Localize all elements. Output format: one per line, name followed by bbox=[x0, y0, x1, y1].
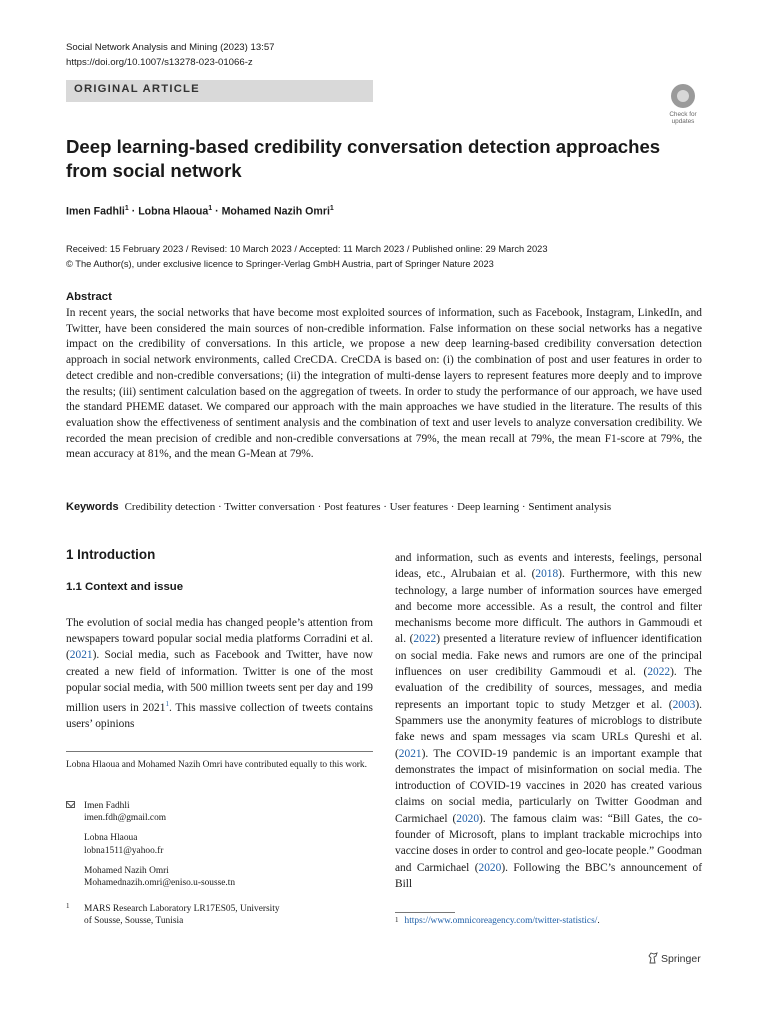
keywords-line bbox=[66, 501, 706, 513]
contribution-note: Lobna Hlaoua and Mohamed Nazih Omri have contributed equally to this work. bbox=[66, 760, 367, 770]
subsection-heading-context: 1.1 Context and issue bbox=[66, 581, 184, 593]
person-email[interactable]: Mohamednazih.omri@eniso.u-sousse.tn bbox=[84, 878, 236, 889]
journal-citation: Social Network Analysis and Mining (2023) 13:57 bbox=[66, 42, 275, 53]
abstract-heading: Abstract bbox=[66, 291, 112, 303]
citation-link[interactable]: 2021 bbox=[398, 747, 422, 760]
check-updates-icon bbox=[671, 84, 695, 108]
person-name: Lobna Hlaoua bbox=[84, 833, 138, 844]
check-updates-label: Check for updates bbox=[669, 111, 697, 125]
citation-link[interactable]: 2022 bbox=[647, 666, 671, 679]
correspondence-person bbox=[84, 865, 373, 889]
person-email[interactable]: lobna1511@yahoo.fr bbox=[84, 845, 164, 856]
correspondence-person bbox=[84, 832, 373, 856]
person-name: Mohamed Nazih Omri bbox=[84, 865, 169, 876]
journal-header bbox=[66, 40, 275, 70]
affiliation-text: MARS Research Laboratory LR17ES05, University of Sousse, Sousse, Tunisia bbox=[84, 904, 280, 927]
abstract-body: In recent years, the social networks that have become most exploited sources of information, such as Facebook, Instagram, LinkedIn, and Twitter, have been considered the main sources of non-credible information. False information on these social networks has a negative impact on the credibility of conversations. In this article, we propose a new deep learning-based credibility conversation detection approach in social network environments, called CreCDA. CreCDA is based on: (i) the combination of post and user features in order to detect credible and non-credible conversations; (ii) the integration of multi-dense layers to represent features more deeply and to improve the results; (iii) sentiment calculation based on the aggregation of tweets. In order to study the performance of our approach, we have used the standard PHEME dataset. We compared our approach with the main approaches we have studied in the literature. The results of this evaluation show the effectiveness of sentiment analysis and the combination of text and user levels to analyze conversation credibility. We recorded the mean precision of credible and non-credible conversations at 79%, the mean recall at 79%, the mean F1-score at 79%, the mean accuracy at 81%, and the mean G-Mean at 79%. bbox=[66, 307, 702, 461]
author-affiliation-mark: 1 bbox=[208, 205, 213, 212]
footnote-ref-link[interactable]: 1 bbox=[165, 700, 169, 709]
correspondence-block bbox=[66, 800, 373, 897]
affiliation-number: 1 bbox=[66, 902, 70, 910]
author-name[interactable]: Lobna Hlaoua bbox=[138, 205, 209, 218]
publisher-name: Springer bbox=[661, 953, 701, 965]
section-heading-introduction: 1 Introduction bbox=[66, 547, 156, 562]
citation-link[interactable]: 2021 bbox=[69, 649, 93, 662]
article-type-label: ORIGINAL ARTICLE bbox=[74, 83, 200, 95]
footnote-divider bbox=[395, 912, 455, 913]
affiliation-note bbox=[66, 903, 373, 928]
keywords-label: Keywords bbox=[66, 501, 119, 513]
author-separator: · bbox=[212, 205, 222, 218]
article-type-banner bbox=[66, 80, 373, 102]
footnote-number: 1 bbox=[395, 916, 399, 924]
body-paragraph-right: and information, such as events and interests, feelings, personal ideas, etc., Alrubaian et al. (2018). Furthermore, with this new technology, a large number of information sources have emerged and become more accessible. As a result, the control and filter mechanisms become more difficult. The authors in Gammoudi et al. (2022) presented a literature review of influencer identification on social media. Fake news and rumors are one of the principal influences on user credibility Gammoudi et al. (2022). The evaluation of the credibility of sources, messages, and media represents an important topic to study Metzger et al. (2003). Spammers use the anonymity features of microblogs to distribute fake news and spam messages via scam URLs Qureshi et al. (2021). The COVID-19 pandemic is an important example that demonstrates the impact of misinformation on social media. The introduction of COVID-19 vaccines in 2020 has created various claims on social media, particularly on Twitter Goodman and Carmichael (2020). The famous claim was: “Bill Gates, the co-founder of Microsoft, plans to implant trackable microchips into vaccine doses in order to control and geo-locate people.” Goodman and Carmichael (2020). Following the BBC’s announcement of Bill bbox=[395, 552, 703, 890]
citation-link[interactable]: 2022 bbox=[413, 633, 437, 646]
author-affiliation-mark: 1 bbox=[329, 205, 334, 212]
person-name: Imen Fadhli bbox=[84, 801, 130, 811]
springer-horse-icon bbox=[648, 952, 658, 964]
keywords-text: Credibility detection · Twitter conversation · Post features · User features · Deep learning · Sentiment analysis bbox=[124, 501, 612, 513]
citation-link[interactable]: 2020 bbox=[456, 812, 480, 825]
publication-history bbox=[66, 242, 548, 272]
author-separator: · bbox=[128, 205, 139, 218]
author-list bbox=[66, 205, 334, 218]
copyright-line: © The Author(s), under exclusive licence to Springer-Verlag GmbH Austria, part of Springer Nature 2023 bbox=[66, 259, 494, 269]
footnote-divider bbox=[66, 751, 373, 752]
citation-link[interactable]: 2003 bbox=[672, 698, 696, 711]
paper-title: Deep learning-based credibility conversation detection approaches from social network bbox=[66, 136, 661, 181]
citation-link[interactable]: 2020 bbox=[478, 861, 502, 874]
footnote-twitter-stats: $^1$ https://www.omnicoreagency.com/twitter-statistics/. bbox=[395, 916, 600, 926]
dates-line: Received: 15 February 2023 / Revised: 10 March 2023 / Accepted: 11 March 2023 / Published online: 29 March 2023 bbox=[66, 244, 548, 254]
author-name[interactable]: Mohamed Nazih Omri bbox=[221, 205, 330, 218]
author-name[interactable]: Imen Fadhli bbox=[66, 205, 125, 218]
doi-link[interactable]: https://doi.org/10.1007/s13278-023-01066-z bbox=[66, 57, 253, 68]
correspondence-person bbox=[84, 800, 373, 824]
check-for-updates-badge[interactable] bbox=[664, 84, 702, 125]
footnote-url-link[interactable]: https://www.omnicoreagency.com/twitter-statistics/ bbox=[404, 916, 598, 926]
body-paragraph-left: The evolution of social media has changed people’s attention from newspapers toward popular social media platforms Corradini et al. (2021). Social media, such as Facebook and Twitter, have now created a new field of information. Twitter is one of the most popular social media, with 500 million tweets sent per day and 199 million users in 2021$^1$. This massive collection of tweets contains users’ opinions bbox=[66, 617, 373, 731]
envelope-icon bbox=[66, 801, 75, 808]
author-affiliation-mark: 1 bbox=[124, 205, 129, 212]
person-email[interactable]: imen.fdh@gmail.com bbox=[84, 813, 167, 824]
citation-link[interactable]: 2018 bbox=[535, 568, 559, 581]
publisher-mark bbox=[648, 952, 701, 965]
